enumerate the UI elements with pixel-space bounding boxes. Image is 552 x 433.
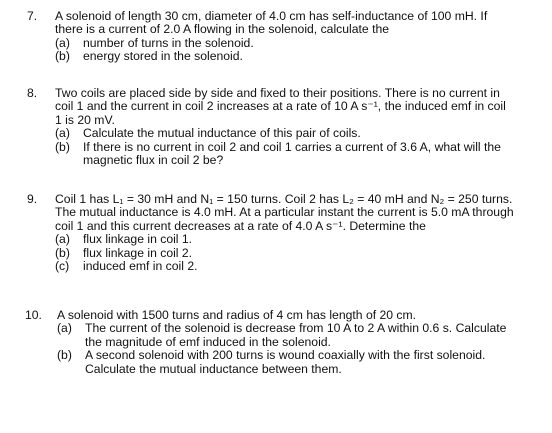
part-text: energy stored in the solenoid. — [83, 49, 243, 64]
question-text-line: coil 1 and the current in coil 2 increases at a rate of 10 A s⁻¹, the induced emf in coil — [55, 99, 506, 114]
part-text: flux linkage in coil 1. — [83, 232, 193, 247]
question-body — [55, 10, 536, 64]
part-text-continuation: the magnitude of emf induced in the solenoid. — [85, 334, 331, 349]
part-label: (b) — [55, 245, 70, 260]
question-text-line: Coil 1 has L₁ = 30 mH and N₁ = 150 turns. Coil 2 has L₂ = 40 mH and N₂ = 250 turns. — [55, 192, 513, 206]
question-part-a — [55, 37, 536, 50]
question-text-line: The mutual inductance is 4.0 mH. At a particular instant the current is 5.0 mA through — [55, 205, 514, 220]
part-text: The current of the solenoid is decrease from 10 A to 2 A within 0.6 s. Calculate — [85, 321, 507, 336]
question-body — [57, 309, 536, 376]
question-part-a — [55, 233, 536, 246]
question-part-c — [55, 260, 536, 273]
part-label: (a) — [55, 232, 70, 247]
question-part-b — [57, 349, 536, 362]
question-text-line: coil 1 and this current decreases at a rate of 4.0 A s⁻¹. Determine the — [55, 218, 426, 233]
part-text: flux linkage in coil 2. — [83, 245, 193, 260]
part-text-continuation: Calculate the mutual inductance between them. — [85, 361, 342, 376]
part-label: (a) — [55, 35, 70, 50]
question-body — [55, 87, 536, 167]
part-text: If there is no current in coil 2 and coil 1 carries a current of 3.6 A, what will the — [83, 139, 501, 154]
question-text-line: there is a current of 2.0 A flowing in the solenoid, calculate the — [55, 22, 390, 37]
part-label: (c) — [55, 259, 70, 274]
question-number: 8. — [27, 86, 38, 100]
part-label: (b) — [57, 348, 72, 363]
question-text-line: Two coils are placed side by side and fixed to their positions. There is no current in — [55, 86, 500, 100]
question-part-a — [57, 322, 536, 335]
question-part-b — [55, 50, 536, 63]
question-number: 7. — [27, 9, 38, 23]
part-text: number of turns in the solenoid. — [83, 35, 254, 50]
question-part-b — [55, 141, 536, 154]
part-label: (b) — [55, 139, 70, 154]
question-number: 9. — [27, 192, 38, 206]
question-body — [55, 193, 536, 273]
question-text-line: A solenoid with 1500 turns and radius of 4 cm has length of 20 cm. — [57, 308, 417, 322]
question-text-line: 1 is 20 mV. — [55, 112, 115, 127]
question-number: 10. — [25, 308, 42, 322]
question-part-a — [55, 127, 536, 140]
part-label: (a) — [57, 321, 72, 336]
part-text-continuation: magnetic flux in coil 2 be? — [83, 153, 224, 168]
part-text: induced emf in coil 2. — [83, 259, 198, 274]
question-part-b — [55, 247, 536, 260]
part-label: (a) — [55, 126, 70, 141]
part-label: (b) — [55, 49, 70, 64]
question-text-line: A solenoid of length 30 cm, diameter of 4.0 cm has self-inductance of 100 mH. If — [55, 9, 488, 23]
part-text: A second solenoid with 200 turns is wound coaxially with the first solenoid. — [85, 348, 486, 363]
part-text: Calculate the mutual inductance of this pair of coils. — [83, 126, 361, 141]
